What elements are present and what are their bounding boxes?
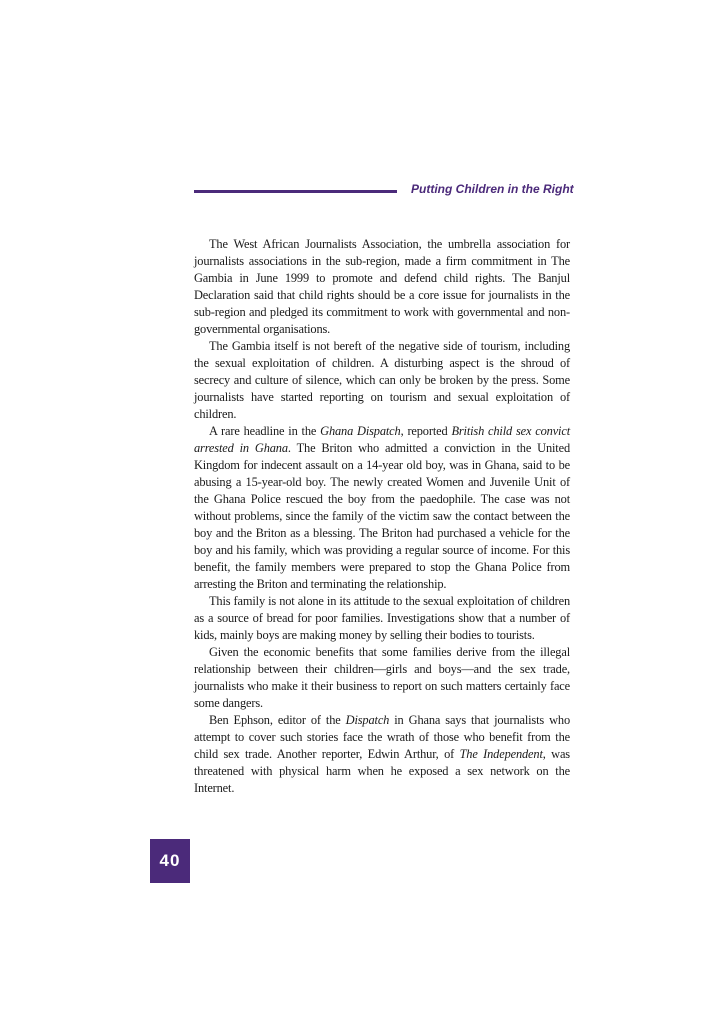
- paragraph-3-text: , reported: [400, 424, 452, 438]
- paragraph-6-text: , was threatened with physical harm when he exposed a sex network on the Internet.: [194, 747, 570, 795]
- publication-name-the-independent: The Independent: [459, 747, 543, 761]
- article-body: [194, 236, 570, 797]
- page-number-badge: [150, 839, 190, 883]
- paragraph-3: [194, 423, 570, 593]
- paragraph-6-text: Ben Ephson, editor of the: [209, 713, 346, 727]
- paragraph-3-text: A rare headline in the: [209, 424, 321, 438]
- running-header-title: Putting Children in the Right: [411, 182, 574, 196]
- paragraph-2: The Gambia itself is not bereft of the negative side of tourism, including the sexual exploitation of children. A disturbing aspect is the shroud of secrecy and culture of silence, which can only be broken by the press. Some journalists have started reporting on tourism and sexual exploitation of children.: [194, 339, 570, 421]
- page-number: 40: [159, 851, 181, 870]
- header-rule: [194, 190, 397, 193]
- publication-name-dispatch: Dispatch: [345, 713, 390, 727]
- paragraph-6-text: in Ghana says that journalists who attempt to cover such stories face the wrath of those who benefit from the child sex trade. Another reporter, Edwin Arthur, of: [194, 713, 570, 761]
- publication-name-ghana-dispatch: Ghana Dispatch: [320, 424, 401, 438]
- paragraph-5: Given the economic benefits that some families derive from the illegal relationship between their children—girls and boys—and the sex trade, journalists who make it their business to report on such matters certainly face some dangers.: [194, 645, 570, 710]
- paragraph-4: This family is not alone in its attitude to the sexual exploitation of children as a source of bread for poor families. Investigations show that a number of kids, mainly boys are making money by selling their bodies to tourists.: [194, 594, 570, 642]
- paragraph-3-text: . The Briton who admitted a conviction in the United Kingdom for indecent assault on a 14-year old boy, was in Ghana, said to be abusing a 15-year-old boy. The newly created Women and Juvenile Unit of the Ghana Police rescued the boy from the paedophile. The case was not without problems, since the family of the victim saw the contact between the boy and the Briton as a blessing. The Briton had purchased a vehicle for the boy and his family, which was providing a regular source of income. For this benefit, the family members were prepared to stop the Ghana Police from arresting the Briton and terminating the relationship.: [194, 441, 570, 591]
- quoted-headline: British child sex convict arrested in Ghana: [194, 424, 570, 455]
- paragraph-6: [194, 712, 570, 797]
- paragraph-1: The West African Journalists Association, the umbrella association for journalists associations in the sub-region, made a firm commitment in The Gambia in June 1999 to promote and defend child rights. The Banjul Declaration said that child rights should be a core issue for journalists in the sub-region and pledged its commitment to work with governmental and non-governmental organisations.: [194, 237, 570, 336]
